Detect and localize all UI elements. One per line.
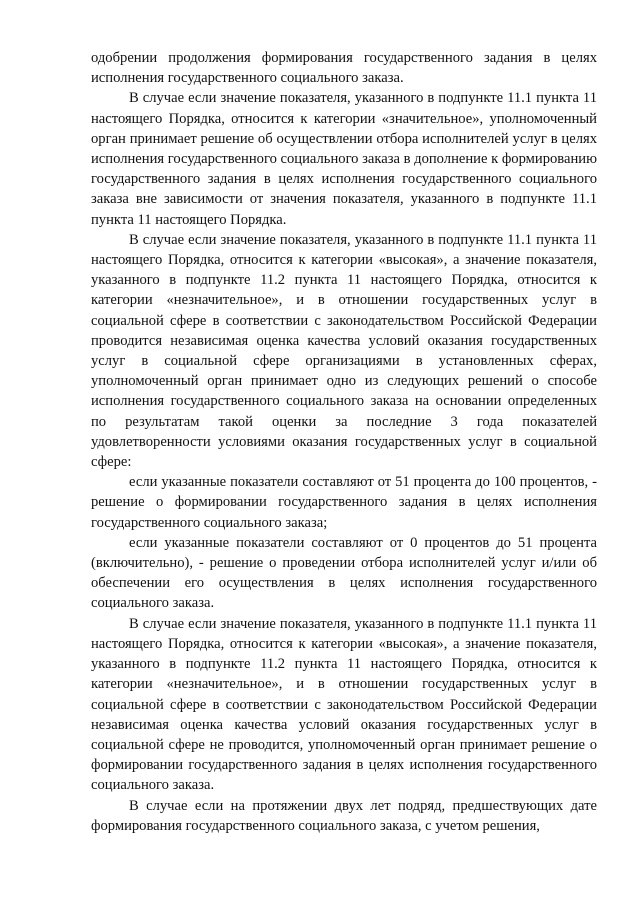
paragraph-high-category-assessment: В случае если значение показателя, указанного в подпункте 11.1 пункта 11 настоящего Порядка, относится к категории «высокая», а значение показателя, указанного в подпункте 11.2 пункта 11 настоящего Порядка, относится к категории «незначительное», и в отношении государственных услуг в социальной сфере в соответствии с законодательством Российской Федерации проводится независимая оценка качества условий оказания государственных услуг в социальной сфере организациями в установленных сферах, уполномоченный орган принимает одно из следующих решений о способе исполнения государственного социального заказа на основании определенных по результатам такой оценки за последние 3 года показателей удовлетворенности условиями оказания государственных услуг в социальной сфере: bbox=[91, 231, 597, 471]
paragraph-significant-category: В случае если значение показателя, указанного в подпункте 11.1 пункта 11 настоящего Порядка, относится к категории «значительное», уполномоченный орган принимает решение об осуществлении отбора исполнителей услуг в целях исполнения государственного социального заказа в дополнение к формированию государственного задания в целях исполнения государственного социального заказа вне зависимости от значения показателя, указанного в подпункте 11.1 пункта 11 настоящего Порядка. bbox=[91, 90, 598, 228]
paragraph-option-51-100: если указанные показатели составляют от 51 процента до 100 процентов, - решение о формировании государственного задания в целях исполнения государственного социального заказа; bbox=[91, 474, 597, 531]
paragraph-two-years: В случае если на протяжении двух лет подряд, предшествующих дате формирования государственного социального заказа, с учетом решения, bbox=[91, 797, 597, 834]
document-body bbox=[91, 48, 597, 836]
paragraph-option-0-51: если указанные показатели составляют от 0 процентов до 51 процента (включительно), - решение о проведении отбора исполнителей услуг и/или об обеспечении его осуществления в целях исполнения государственного социального заказа. bbox=[91, 534, 597, 612]
paragraph-continuation: одобрении продолжения формирования государственного задания в целях исполнения государственного социального заказа. bbox=[91, 50, 597, 87]
paragraph-high-category-no-assessment: В случае если значение показателя, указанного в подпункте 11.1 пункта 11 настоящего Порядка, относится к категории «высокая», а значение показателя, указанного в подпункте 11.2 пункта 11 настоящего Порядка, относится к категории «незначительное», и в отношении государственных услуг в социальной сфере в соответствии с законодательством Российской Федерации независимая оценка качества условий оказания государственных услуг в социальной сфере не проводится, уполномоченный орган принимает решение о формировании государственного задания в целях исполнения государственного социального заказа. bbox=[91, 615, 597, 794]
